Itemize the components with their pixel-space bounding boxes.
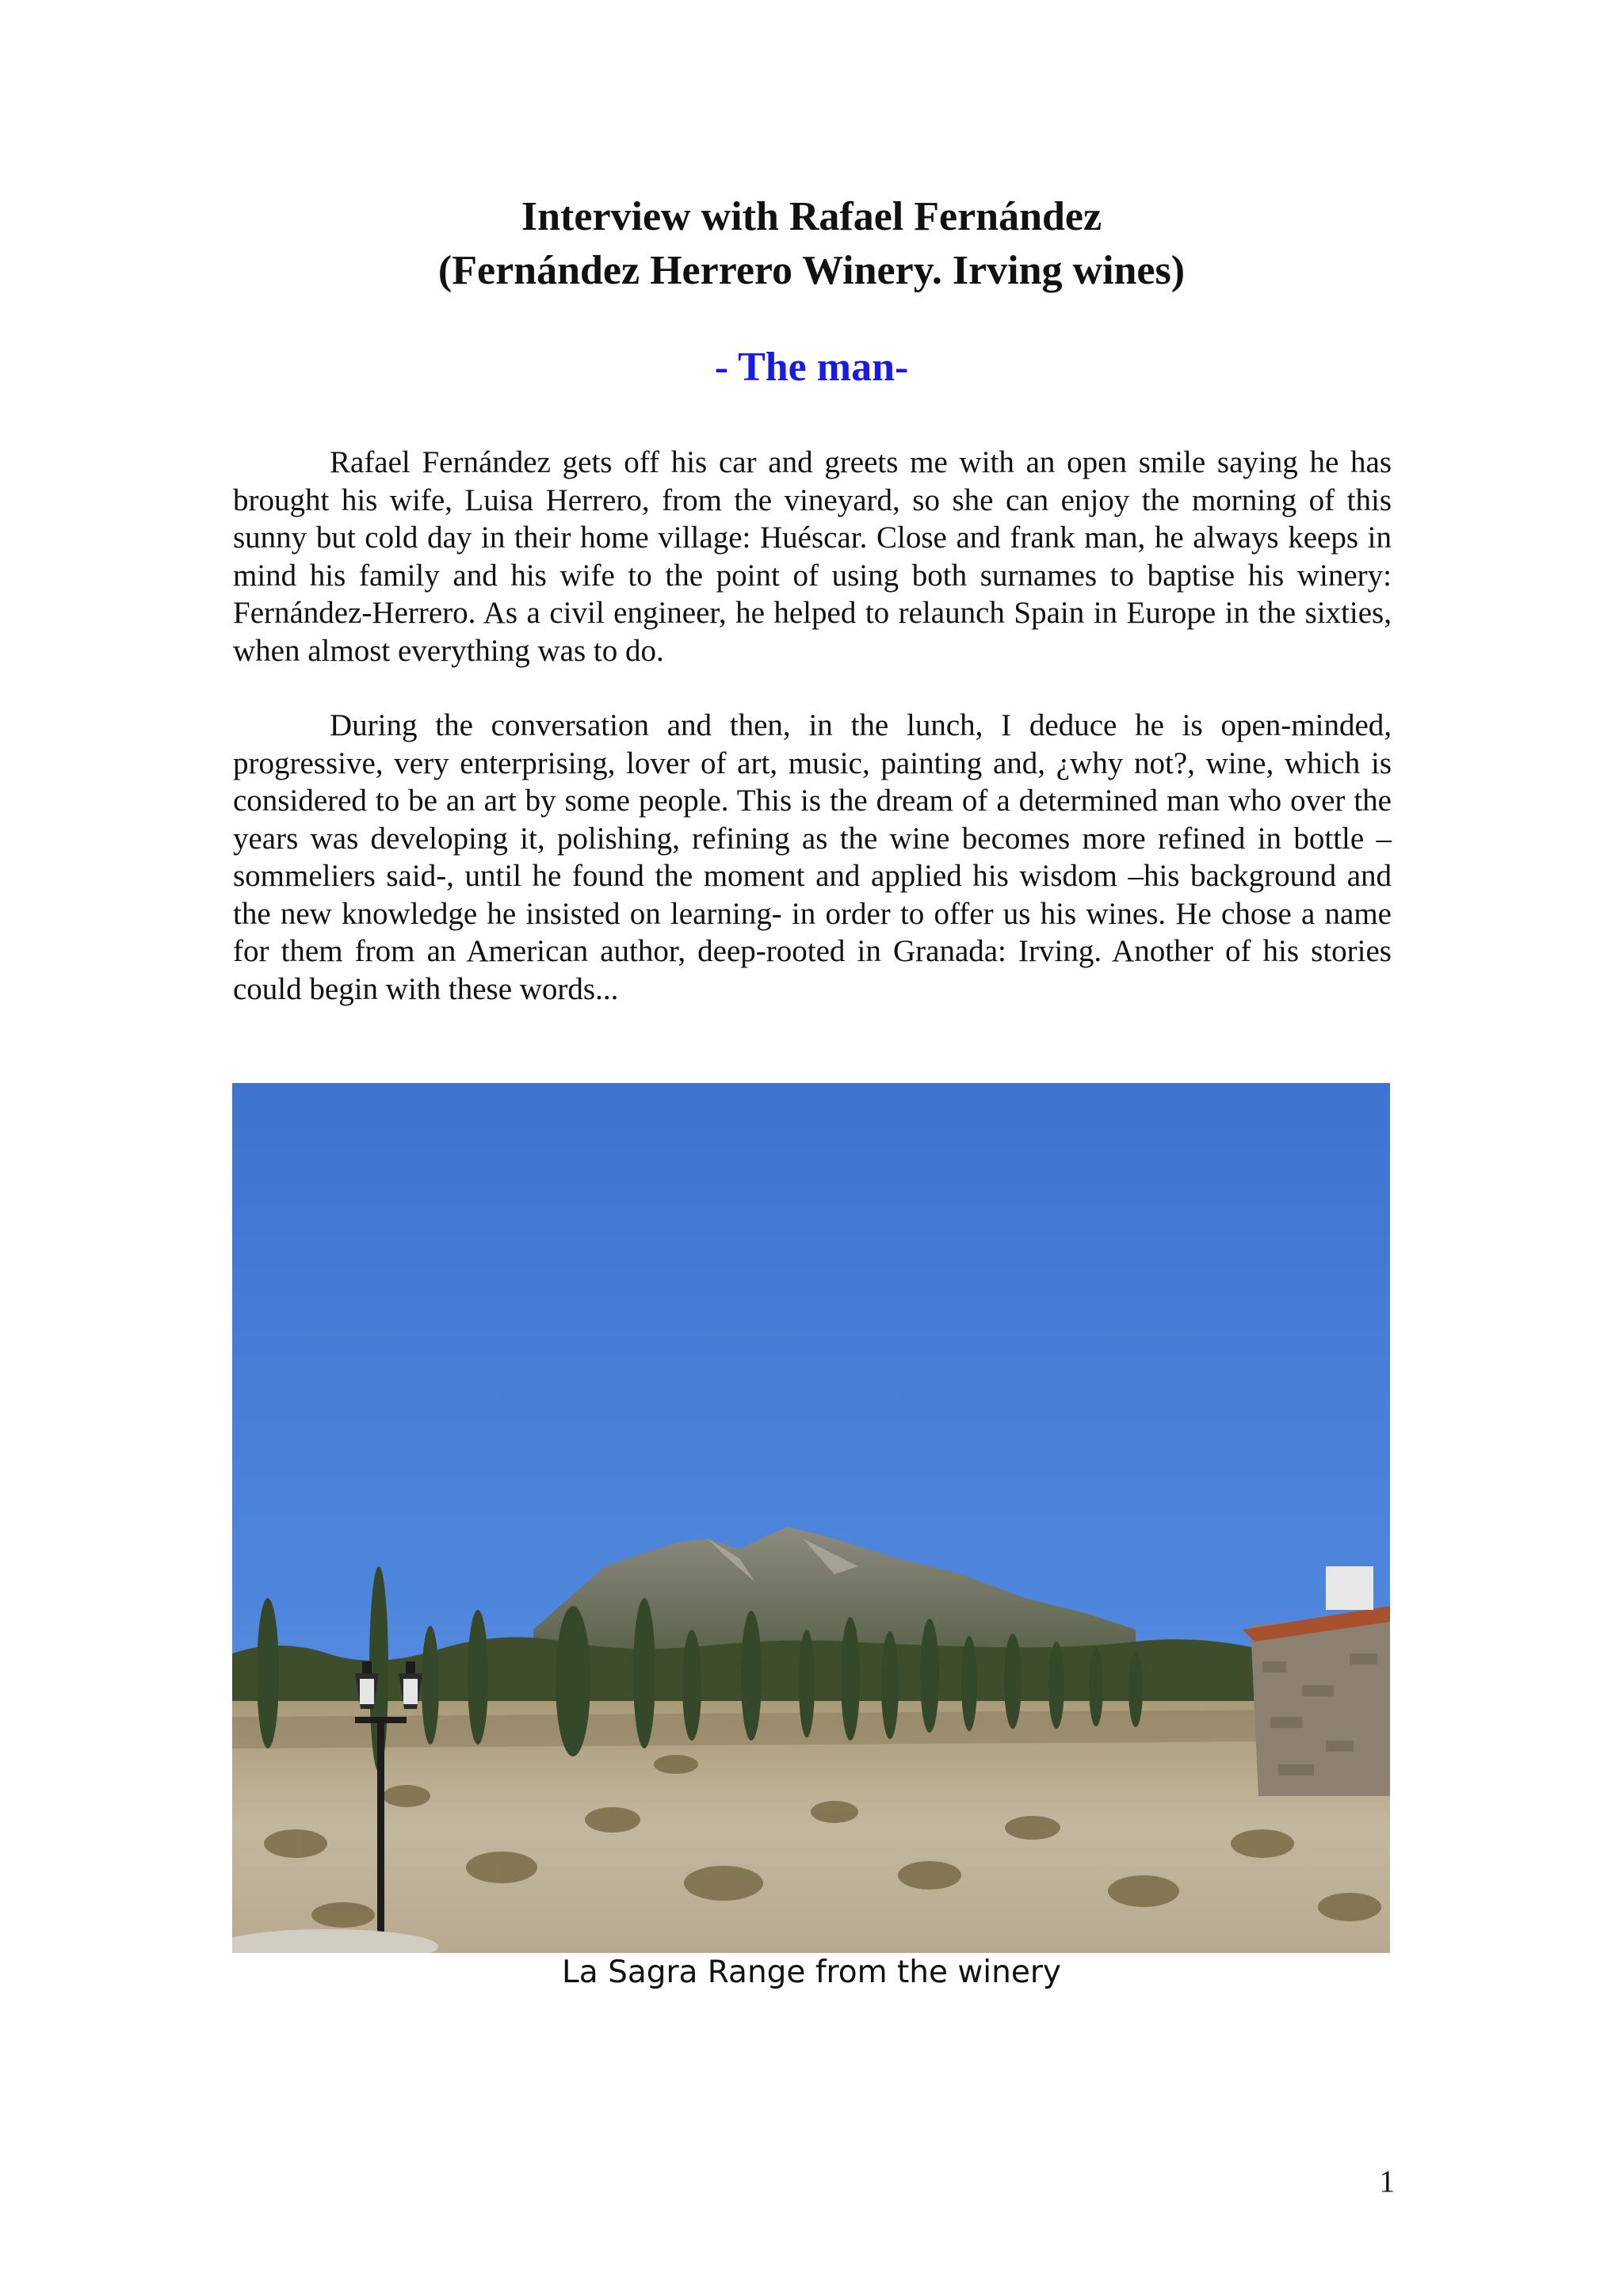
page-number: 1 xyxy=(1379,2164,1395,2199)
section-heading: - The man- xyxy=(714,345,909,390)
paragraph-2: During the conversation and then, in the lunch, I deduce he is open-minded, progressive, very enterprising, lover of art, music, painting and, ¿why not?, wine, which is considered to be an art by some people. This is the dream of a determined man who over the years was developing it, polishing, refining as the wine becomes more refined in bottle –sommeliers said-, until he found the moment and applied his wisdom –his background and the new knowledge he insisted on learning- in order to offer us his wines. He chose a name for them from an American author, deep-rooted in Granada: Irving. Another of his stories could begin with these words... xyxy=(233,708,1392,1006)
title-block xyxy=(0,190,1623,298)
paragraph-1: Rafael Fernández gets off his car and greets me with an open smile saying he has brought his wife, Luisa Herrero, from the vineyard, so she can enjoy the morning of this sunny but cold day in their home village: Huéscar. Close and frank man, he always keeps in mind his family and his wife to the point of using both surnames to baptise his winery: Fernández-Herrero. As a civil engineer, he helped to relaunch Spain in Europe in the sixties, when almost everything was to do. xyxy=(233,445,1392,668)
photo-caption: La Sagra Range from the winery xyxy=(562,1955,1061,1990)
title-line-1: Interview with Rafael Fernández xyxy=(521,194,1102,239)
landscape-photo xyxy=(232,1083,1390,1953)
title-line-2: (Fernández Herrero Winery. Irving wines) xyxy=(437,248,1186,293)
